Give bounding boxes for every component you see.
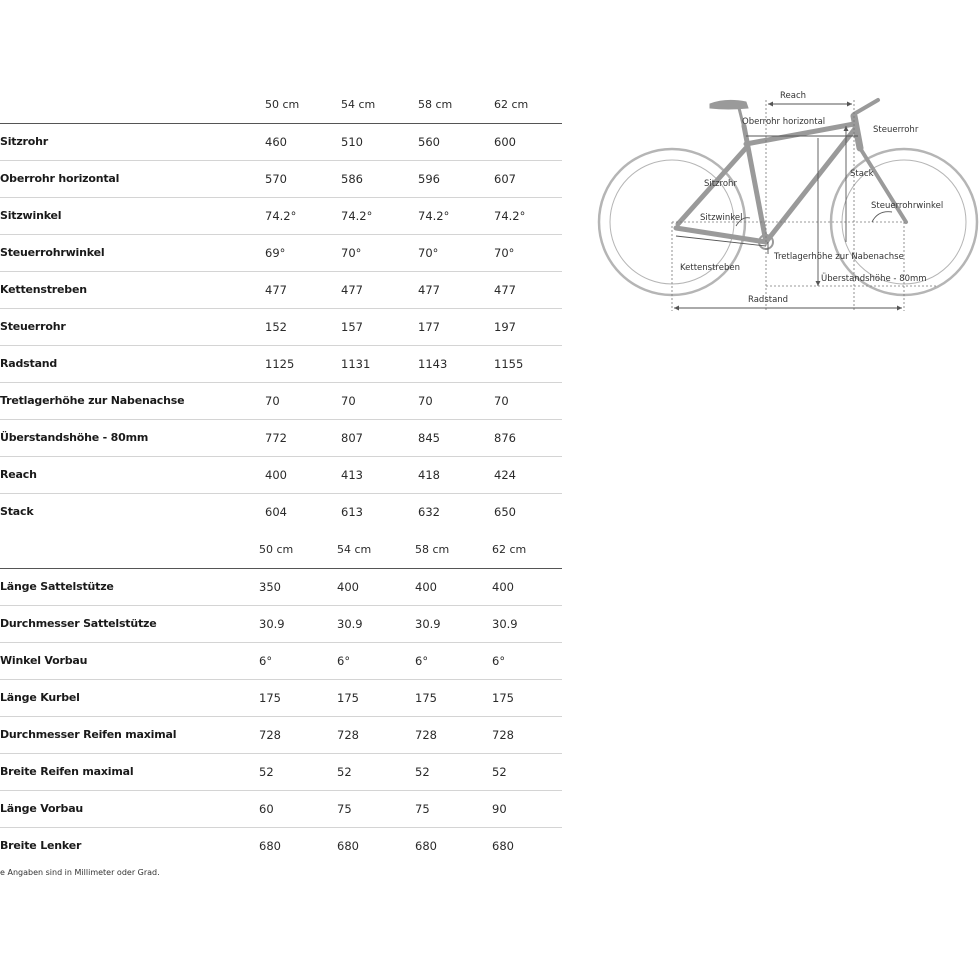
row-value: 510	[341, 135, 363, 149]
arrow	[768, 102, 773, 107]
row-value: 70	[341, 394, 356, 408]
row-value: 6°	[492, 654, 506, 668]
row-value: 157	[341, 320, 363, 334]
row-value: 6°	[415, 654, 429, 668]
table-row	[0, 457, 562, 494]
row-value: 70	[265, 394, 280, 408]
row-value: 680	[492, 839, 514, 853]
row-value: 175	[415, 691, 437, 705]
row-value: 6°	[337, 654, 351, 668]
row-value: 1131	[341, 357, 371, 371]
table-row	[0, 235, 562, 272]
table-row	[0, 643, 562, 680]
row-value: 177	[418, 320, 440, 334]
row-label: Kettenstreben	[0, 283, 87, 296]
geometry-table	[0, 87, 562, 530]
row-value: 75	[415, 802, 430, 816]
row-value: 424	[494, 468, 516, 482]
label-radstand: Radstand	[748, 295, 789, 305]
row-value: 680	[259, 839, 281, 853]
row-label: Sitzrohr	[0, 135, 48, 148]
row-value: 596	[418, 172, 440, 186]
row-value: 728	[337, 728, 359, 742]
table-row	[0, 791, 562, 828]
row-value: 70	[494, 394, 509, 408]
row-value: 680	[415, 839, 437, 853]
table-row	[0, 309, 562, 346]
row-label: Stack	[0, 505, 34, 518]
row-value: 570	[265, 172, 287, 186]
row-label: Länge Vorbau	[0, 802, 84, 815]
row-label: Sitzwinkel	[0, 209, 62, 222]
row-value: 845	[418, 431, 440, 445]
row-value: 52	[337, 765, 352, 779]
row-label: Winkel Vorbau	[0, 654, 88, 667]
row-value: 418	[418, 468, 440, 482]
size-header: 50 cm	[265, 98, 300, 111]
row-label: Durchmesser Sattelstütze	[0, 617, 157, 630]
size-header: 58 cm	[415, 543, 450, 556]
label-sitzwinkel: Sitzwinkel	[700, 213, 743, 223]
head-tube	[854, 116, 860, 148]
row-value: 74.2°	[494, 209, 526, 223]
row-label: Steuerrohr	[0, 320, 66, 333]
row-value: 876	[494, 431, 516, 445]
row-label: Breite Lenker	[0, 839, 82, 852]
row-value: 400	[265, 468, 287, 482]
row-value: 477	[494, 283, 516, 297]
row-label: Überstandshöhe - 80mm	[0, 431, 149, 444]
row-value: 70°	[494, 246, 515, 260]
row-label: Radstand	[0, 357, 58, 370]
size-header: 50 cm	[259, 543, 294, 556]
head-angle-arc	[872, 212, 892, 222]
row-label: Oberrohr horizontal	[0, 172, 120, 185]
row-value: 1155	[494, 357, 524, 371]
table-row	[0, 346, 562, 383]
row-value: 350	[259, 580, 281, 594]
label-steuerrohr: Steuerrohr	[873, 125, 919, 135]
size-header: 58 cm	[418, 98, 453, 111]
arrow	[847, 102, 852, 107]
row-value: 175	[492, 691, 514, 705]
size-header: 54 cm	[341, 98, 376, 111]
row-value: 90	[492, 802, 507, 816]
bike-geometry-diagram	[596, 86, 980, 316]
row-value: 728	[259, 728, 281, 742]
row-value: 70°	[341, 246, 362, 260]
table-row	[0, 569, 562, 606]
row-value: 613	[341, 505, 363, 519]
label-kettenstreben: Kettenstreben	[680, 263, 740, 273]
row-value: 632	[418, 505, 440, 519]
size-header: 62 cm	[494, 98, 529, 111]
row-value: 197	[494, 320, 516, 334]
row-label: Länge Kurbel	[0, 691, 80, 704]
label-steuerrohrwinkel: Steuerrohrwinkel	[871, 201, 944, 211]
arrow	[674, 306, 679, 311]
label-oberrohr: Oberrohr horizontal	[742, 117, 826, 127]
row-value: 74.2°	[418, 209, 450, 223]
row-label: Reach	[0, 468, 37, 481]
size-header: 62 cm	[492, 543, 527, 556]
row-label: Länge Sattelstütze	[0, 580, 114, 593]
row-value: 152	[265, 320, 287, 334]
row-value: 400	[337, 580, 359, 594]
components-table	[0, 532, 562, 864]
footnote: e Angaben sind in Millimeter oder Grad.	[0, 868, 160, 877]
row-value: 60	[259, 802, 274, 816]
row-label: Tretlagerhöhe zur Nabenachse	[0, 394, 185, 407]
chainstay	[676, 228, 766, 242]
row-value: 52	[492, 765, 507, 779]
row-value: 772	[265, 431, 287, 445]
label-ueberstand: Überstandshöhe - 80mm	[821, 274, 927, 284]
row-value: 6°	[259, 654, 273, 668]
top-tube	[746, 124, 854, 144]
row-value: 586	[341, 172, 363, 186]
row-value: 477	[418, 283, 440, 297]
row-value: 477	[341, 283, 363, 297]
row-value: 74.2°	[265, 209, 297, 223]
label-reach: Reach	[780, 91, 807, 101]
row-value: 30.9	[492, 617, 518, 631]
row-label: Durchmesser Reifen maximal	[0, 728, 177, 741]
table-row	[0, 420, 562, 457]
saddle	[710, 100, 748, 109]
row-value: 70	[418, 394, 433, 408]
table-row	[0, 717, 562, 754]
row-value: 600	[494, 135, 516, 149]
row-value: 604	[265, 505, 287, 519]
table-row	[0, 272, 562, 309]
row-value: 460	[265, 135, 287, 149]
label-tretlager: Tretlagerhöhe zur Nabenachse	[774, 252, 904, 262]
row-value: 650	[494, 505, 516, 519]
row-value: 69°	[265, 246, 286, 260]
components-table-body	[0, 569, 562, 864]
row-value: 74.2°	[341, 209, 373, 223]
geometry-table-header	[0, 87, 562, 124]
label-sitzrohr: Sitzrohr	[704, 179, 737, 189]
table-row	[0, 198, 562, 235]
row-value: 1125	[265, 357, 295, 371]
table-row	[0, 124, 562, 161]
row-value: 30.9	[415, 617, 441, 631]
table-row	[0, 680, 562, 717]
row-value: 400	[415, 580, 437, 594]
row-value: 400	[492, 580, 514, 594]
row-value: 728	[415, 728, 437, 742]
table-row	[0, 161, 562, 198]
geometry-table-body	[0, 124, 562, 530]
row-label: Breite Reifen maximal	[0, 765, 134, 778]
table-row	[0, 606, 562, 643]
row-value: 560	[418, 135, 440, 149]
row-value: 175	[337, 691, 359, 705]
row-value: 75	[337, 802, 352, 816]
row-value: 413	[341, 468, 363, 482]
row-value: 70°	[418, 246, 439, 260]
arrow	[816, 281, 821, 286]
size-header: 54 cm	[337, 543, 372, 556]
label-stack: Stack	[850, 169, 874, 179]
row-value: 1143	[418, 357, 448, 371]
row-value: 607	[494, 172, 516, 186]
table-row	[0, 383, 562, 420]
components-table-header	[0, 532, 562, 569]
row-label: Steuerrohrwinkel	[0, 246, 105, 259]
row-value: 30.9	[259, 617, 285, 631]
row-value: 52	[259, 765, 274, 779]
table-row	[0, 754, 562, 791]
stem	[854, 100, 878, 114]
row-value: 807	[341, 431, 363, 445]
row-value: 175	[259, 691, 281, 705]
table-row	[0, 494, 562, 530]
row-value: 477	[265, 283, 287, 297]
row-value: 728	[492, 728, 514, 742]
row-value: 52	[415, 765, 430, 779]
row-value: 30.9	[337, 617, 363, 631]
table-row	[0, 828, 562, 864]
row-value: 680	[337, 839, 359, 853]
arrow	[897, 306, 902, 311]
